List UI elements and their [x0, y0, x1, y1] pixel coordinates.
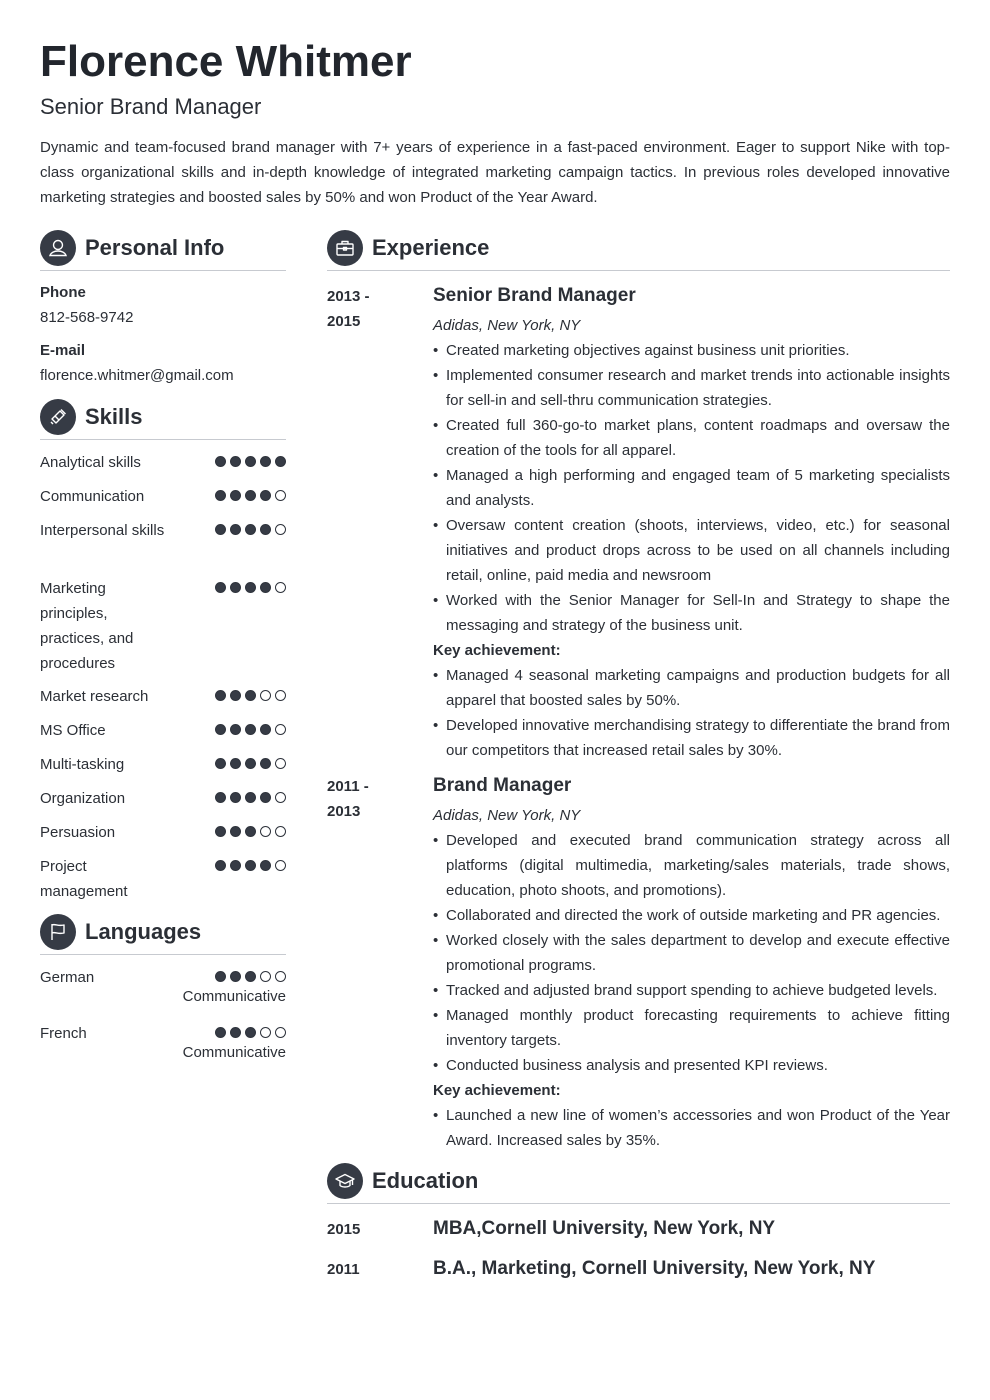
skill-name: Interpersonal skills [40, 522, 165, 539]
language-level: Communicative [182, 988, 286, 1005]
rating-dot-empty [275, 582, 286, 593]
languages-title: Languages [85, 919, 202, 944]
graduation-cap-icon [327, 1163, 363, 1199]
rating-dot-filled [215, 490, 226, 501]
personal-info-header [40, 230, 286, 271]
rating-dot-filled [230, 826, 241, 837]
list-item: • Launched a new line of women’s accessories and won Product of the Year Award. Increased sales by 35%. [433, 1103, 950, 1153]
language-name: German [40, 969, 95, 986]
education-year: 2015 [327, 1221, 361, 1238]
rating-dot-empty [275, 690, 286, 701]
skill-rating [211, 860, 286, 874]
skill-rating [211, 456, 286, 470]
email-value: florence.whitmer@gmail.com [40, 367, 234, 384]
rating-dot-empty [260, 690, 271, 701]
languages-header [40, 914, 286, 955]
rating-dot-filled [245, 826, 256, 837]
language-rating [211, 1027, 286, 1041]
skill-name: Persuasion [40, 824, 116, 841]
job-title: Senior Brand Manager [433, 285, 636, 306]
rating-dot-filled [245, 860, 256, 871]
skills-title: Skills [85, 404, 143, 429]
skill-row [40, 484, 286, 509]
language-level: Communicative [182, 1044, 286, 1061]
rating-dot-filled [260, 524, 271, 535]
rating-dot-filled [245, 582, 256, 593]
rating-dot-empty [275, 971, 286, 982]
skill-name: Organization [40, 790, 126, 807]
list-item: • Tracked and adjusted brand support spending to achieve budgeted levels. [433, 978, 950, 1003]
key-achievement-label: Key achievement: [433, 642, 561, 659]
skill-row [40, 576, 286, 676]
rating-dot-filled [245, 456, 256, 467]
rating-dot-empty [260, 971, 271, 982]
rating-dot-empty [260, 826, 271, 837]
rating-dot-empty [275, 724, 286, 735]
rating-dot-filled [260, 792, 271, 803]
rating-dot-filled [260, 490, 271, 501]
skill-row [40, 450, 286, 475]
list-item: • Oversaw content creation (shoots, interviews, video, etc.) for seasonal initiatives and product drops across to be used on all channels including retail, online, paid media and newsroom [433, 513, 950, 588]
list-item: • Created full 360-go-to market plans, content roadmaps and oversaw the creation of the tools for all apparel. [433, 413, 950, 463]
skill-name: Analytical skills [40, 454, 141, 471]
experience-title: Experience [372, 235, 490, 260]
rating-dot-filled [245, 724, 256, 735]
list-item: • Created marketing objectives against business unit priorities. [433, 338, 950, 363]
rating-dot-filled [215, 1027, 226, 1038]
rating-dot-filled [260, 724, 271, 735]
list-item: • Developed and executed brand communication strategy across all platforms (digital multimedia, marketing/sales materials, trade shows, education, photo shoots, and promotions). [433, 828, 950, 903]
phone-value: 812-568-9742 [40, 309, 134, 326]
rating-dot-empty [275, 826, 286, 837]
skill-row [40, 718, 286, 743]
rating-dot-filled [245, 971, 256, 982]
rating-dot-filled [275, 456, 286, 467]
skills-header [40, 399, 286, 440]
rating-dot-filled [230, 724, 241, 735]
rating-dot-filled [245, 524, 256, 535]
rating-dot-filled [260, 582, 271, 593]
list-item: • Managed monthly product forecasting requirements to achieve fitting inventory targets. [433, 1003, 950, 1053]
rating-dot-empty [275, 792, 286, 803]
rating-dot-filled [260, 758, 271, 769]
rating-dot-filled [230, 971, 241, 982]
key-achievement-label: Key achievement: [433, 1082, 561, 1099]
achievement-bullets [433, 663, 950, 763]
rating-dot-filled [215, 971, 226, 982]
rating-dot-empty [275, 758, 286, 769]
skill-name: Market research [40, 688, 149, 705]
email-label: E-mail [40, 342, 86, 359]
personal-info-title: Personal Info [85, 235, 225, 260]
rating-dot-filled [215, 792, 226, 803]
education-degree: MBA,Cornell University, New York, NY [433, 1218, 776, 1239]
skill-row [40, 684, 286, 709]
profile-summary: Dynamic and team-focused brand manager with 7+ years of experience in a fast-paced environment. Eager to support Nike with top-class organizational skills and in-depth knowledge of integrated marketing campaign tactics. In previous roles developed innovative marketing strategies and boosted sales by 50% and won Product of the Year Award. [40, 139, 950, 206]
skill-name: Communication [40, 488, 145, 505]
rating-dot-empty [275, 524, 286, 535]
skill-rating [211, 826, 286, 840]
skill-rating [211, 690, 286, 704]
list-item: • Managed a high performing and engaged team of 5 marketing specialists and analysts. [433, 463, 950, 513]
rating-dot-filled [215, 860, 226, 871]
rating-dot-filled [230, 860, 241, 871]
list-item: • Worked closely with the sales department to develop and execute effective promotional programs. [433, 928, 950, 978]
rating-dot-filled [215, 826, 226, 837]
rating-dot-empty [275, 490, 286, 501]
rating-dot-filled [230, 524, 241, 535]
education-header [327, 1163, 950, 1204]
skill-row [40, 518, 286, 543]
job-title-header: Senior Brand Manager [40, 94, 262, 119]
job-company: Adidas, New York, NY [433, 807, 581, 824]
rating-dot-filled [215, 582, 226, 593]
rating-dot-filled [230, 690, 241, 701]
rating-dot-filled [245, 690, 256, 701]
experience-header [327, 230, 950, 271]
skill-rating [211, 792, 286, 806]
list-item: • Conducted business analysis and presented KPI reviews. [433, 1053, 950, 1078]
rating-dot-filled [230, 456, 241, 467]
rating-dot-filled [230, 1027, 241, 1038]
job-title: Brand Manager [433, 775, 572, 796]
skill-rating [211, 524, 286, 538]
person-icon [40, 230, 76, 266]
tools-icon [40, 399, 76, 435]
rating-dot-filled [245, 758, 256, 769]
language-row [40, 1021, 286, 1067]
list-item: • Collaborated and directed the work of outside marketing and PR agencies. [433, 903, 950, 928]
language-rating [211, 971, 286, 985]
rating-dot-filled [245, 490, 256, 501]
skill-row [40, 820, 286, 845]
education-degree: B.A., Marketing, Cornell University, New York, NY [433, 1258, 876, 1279]
rating-dot-empty [260, 1027, 271, 1038]
list-item: • Developed innovative merchandising strategy to differentiate the brand from our competitors that increased retail sales by 30%. [433, 713, 950, 763]
rating-dot-filled [215, 456, 226, 467]
job-dates: 2013 - 2015 [327, 288, 370, 330]
rating-dot-filled [245, 792, 256, 803]
rating-dot-filled [230, 490, 241, 501]
job-bullets [433, 338, 950, 638]
skill-name: Multi-tasking [40, 756, 125, 773]
rating-dot-filled [215, 524, 226, 535]
skill-row [40, 752, 286, 777]
list-item: • Implemented consumer research and market trends into actionable insights for sell-in and sell-thru communication strategies. [433, 363, 950, 413]
skill-row [40, 786, 286, 811]
language-name: French [40, 1025, 87, 1042]
education-title: Education [372, 1168, 479, 1193]
education-year: 2011 [327, 1261, 360, 1278]
rating-dot-filled [260, 456, 271, 467]
skill-name: MS Office [40, 722, 106, 739]
job-dates: 2011 - 2013 [327, 778, 369, 820]
list-item: • Worked with the Senior Manager for Sell-In and Strategy to shape the messaging and strategy of the business unit. [433, 588, 950, 638]
skill-rating [211, 724, 286, 738]
rating-dot-filled [230, 758, 241, 769]
skill-row [40, 854, 286, 904]
rating-dot-filled [260, 860, 271, 871]
flag-icon [40, 914, 76, 950]
list-item: • Managed 4 seasonal marketing campaigns and production budgets for all apparel that boosted sales by 50%. [433, 663, 950, 713]
skill-rating [211, 758, 286, 772]
rating-dot-filled [230, 792, 241, 803]
rating-dot-filled [215, 758, 226, 769]
candidate-name: Florence Whitmer [40, 37, 412, 86]
rating-dot-filled [215, 690, 226, 701]
skill-rating [211, 490, 286, 504]
skill-rating [211, 582, 286, 596]
skill-name: Marketing principles, practices, and procedures [40, 580, 134, 672]
rating-dot-filled [245, 1027, 256, 1038]
job-bullets [433, 828, 950, 1078]
skill-name: Project management [40, 858, 128, 900]
rating-dot-filled [230, 582, 241, 593]
phone-label: Phone [40, 284, 86, 301]
language-row [40, 965, 286, 1011]
briefcase-icon [327, 230, 363, 266]
achievement-bullets [433, 1103, 950, 1153]
rating-dot-empty [275, 860, 286, 871]
job-company: Adidas, New York, NY [433, 317, 581, 334]
rating-dot-filled [215, 724, 226, 735]
rating-dot-empty [275, 1027, 286, 1038]
